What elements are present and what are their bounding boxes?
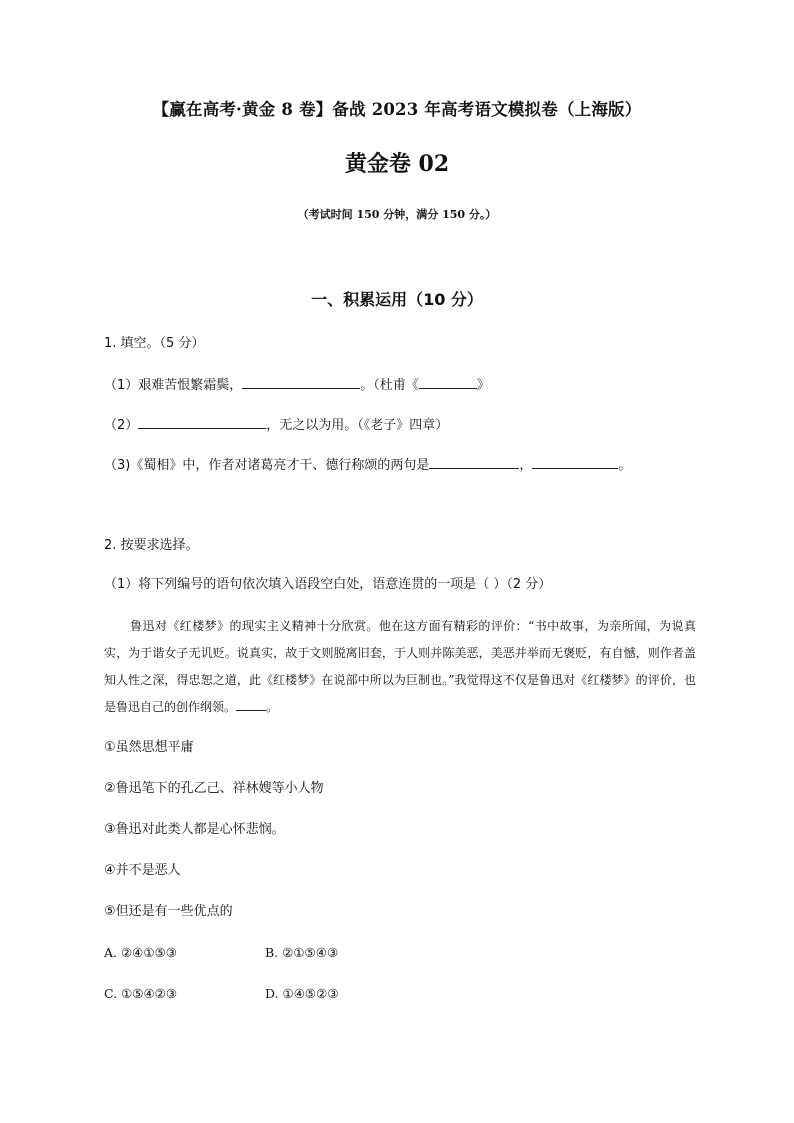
choice-a: A. ②④①⑤③ xyxy=(104,945,178,960)
question-1-item-3 xyxy=(104,456,631,475)
answer-blank xyxy=(532,456,618,469)
reading-passage xyxy=(104,613,696,721)
item-1-prefix: （1）艰难苦恨繁霜鬓， xyxy=(104,378,243,393)
passage-text: 鲁迅对《红楼梦》的现实主义精神十分欣赏。他在这方面有精彩的评价：“书中故事，为亲所闻，为说真实，为于谐女子无讥贬。说真实，故于文则脱离旧套，于人则并陈美恶，美恶并举而无褒贬，有自憾，则作者盖知人性之深，得忠恕之道，此《红楼梦》在说部中所以为巨制也。”我觉得这不仅是鲁迅对《红楼梦》的评价，也是鲁迅自己的创作纲领。 xyxy=(104,619,696,714)
sentence-option-1: ①虽然思想平庸 xyxy=(104,740,194,755)
item-3-sep: ， xyxy=(519,458,533,473)
sentence-option-3: ③鲁迅对此类人都是心怀悲悯。 xyxy=(104,822,285,837)
choice-c: C. ①⑤④②③ xyxy=(104,986,178,1001)
passage-end: 。 xyxy=(266,700,279,714)
answer-blank xyxy=(419,376,477,389)
paper-subtitle: 黄金卷 02 xyxy=(344,151,450,177)
question-2-stem: 2. 按要求选择。 xyxy=(104,538,199,553)
question-1-item-2 xyxy=(104,416,448,435)
question-2-sub-1: （1）将下列编号的语句依次填入语段空白处，语意连贯的一项是（ ）（2 分） xyxy=(104,577,552,592)
section-heading: 一、积累运用（10 分） xyxy=(311,290,483,309)
choice-d: D. ①④⑤②③ xyxy=(265,986,339,1001)
item-3-prefix: （3)《蜀相》中，作者对诸葛亮才干、德行称颂的两句是 xyxy=(104,458,430,473)
item-2-prefix: （2） xyxy=(104,418,139,433)
sentence-option-4: ④并不是恶人 xyxy=(104,863,181,878)
document-title: 【赢在高考·黄金 8 卷】备战 2023 年高考语文模拟卷（上海版） xyxy=(152,100,642,119)
sentence-option-5: ⑤但还是有一些优点的 xyxy=(104,904,233,919)
answer-blank xyxy=(429,456,519,469)
answer-blank xyxy=(138,416,266,429)
question-1-item-1 xyxy=(104,376,490,395)
answer-blank xyxy=(242,376,360,389)
question-1-stem: 1. 填空。（5 分） xyxy=(104,336,205,351)
item-3-end: 。 xyxy=(618,458,632,473)
item-1-mid: 。（杜甫《 xyxy=(360,378,419,393)
item-2-suffix: ，无之以为用。（《老子》四章） xyxy=(266,418,449,433)
choice-b: B. ②①⑤④③ xyxy=(265,945,339,960)
sentence-option-2: ②鲁迅笔下的孔乙己、祥林嫂等小人物 xyxy=(104,781,324,796)
item-1-suffix: 》 xyxy=(476,378,490,393)
exam-time-note: （考试时间 150 分钟，满分 150 分。） xyxy=(297,208,497,221)
answer-blank xyxy=(236,698,266,711)
